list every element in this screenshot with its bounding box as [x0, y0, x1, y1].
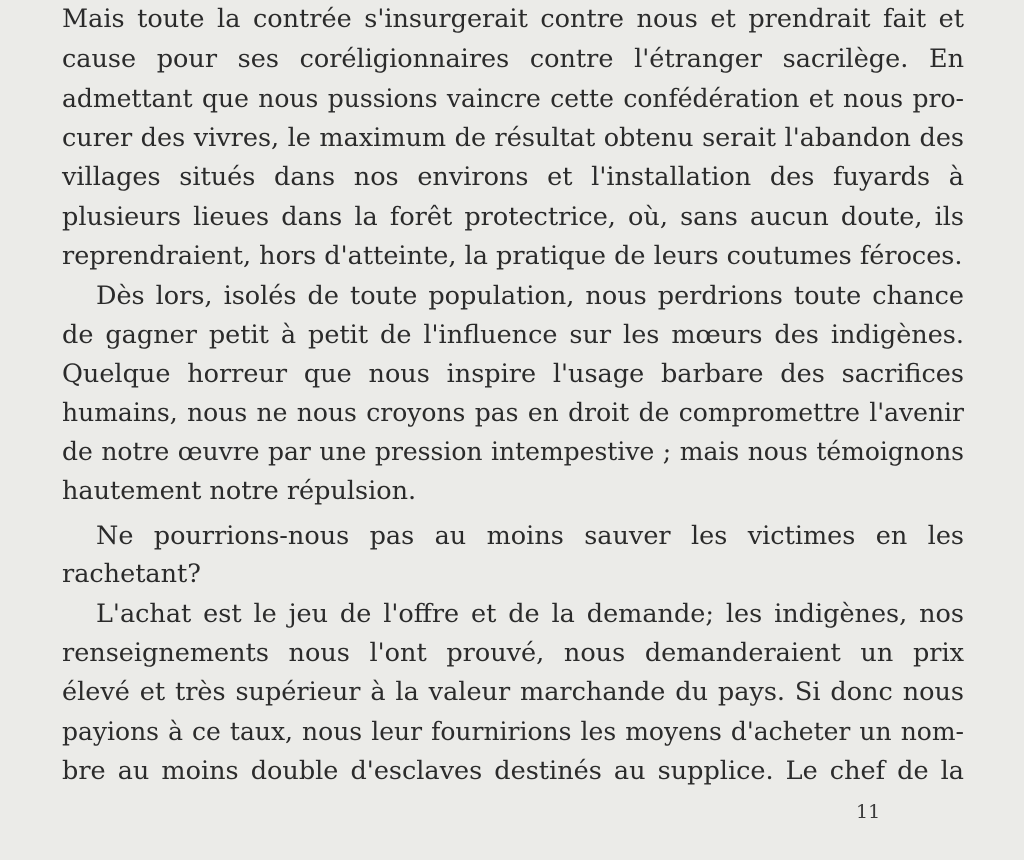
text-line: payions à ce taux, nous leur fournirions les moyens d'acheter un nom-: [62, 717, 964, 746]
text-line: de notre œuvre par une pression intempestive ; mais nous témoignons: [62, 437, 964, 466]
text-line: élevé et très supérieur à la valeur marchande du pays. Si donc nous: [62, 677, 964, 707]
text-line: L'achat est le jeu de l'offre et de la demande; les indigènes, nos: [96, 599, 964, 629]
text-line: admettant que nous pussions vaincre cette confédération et nous pro-: [62, 84, 964, 113]
text-line: cause pour ses coréligionnaires contre l'étranger sacrilège. En: [62, 44, 964, 74]
text-line: hautement notre répulsion.: [62, 476, 417, 506]
page-number: 11: [856, 801, 881, 823]
text-line: de gagner petit à petit de l'influence sur les mœurs des indigènes.: [62, 320, 964, 350]
text-line: Mais toute la contrée s'insurgerait contre nous et prendrait fait et: [62, 4, 964, 34]
text-line: bre au moins double d'esclaves destinés au supplice. Le chef de la: [62, 756, 964, 786]
text-line: villages situés dans nos environs et l'installation des fuyards à: [62, 162, 964, 192]
text-line: humains, nous ne nous croyons pas en droit de compromettre l'avenir: [62, 398, 964, 427]
text-line: renseignements nous l'ont prouvé, nous demanderaient un prix: [62, 638, 964, 668]
text-line: rachetant?: [62, 559, 201, 589]
text-line: Ne pourrions-nous pas au moins sauver les victimes en les: [96, 521, 964, 551]
text-line: Quelque horreur que nous inspire l'usage barbare des sacrifices: [62, 359, 964, 389]
text-line: plusieurs lieues dans la forêt protectrice, où, sans aucun doute, ils: [62, 202, 964, 232]
text-line: reprendraient, hors d'atteinte, la pratique de leurs coutumes féroces.: [62, 241, 963, 271]
text-line: curer des vivres, le maximum de résultat obtenu serait l'abandon des: [62, 123, 964, 153]
text-line: Dès lors, isolés de toute population, nous perdrions toute chance: [96, 281, 964, 311]
